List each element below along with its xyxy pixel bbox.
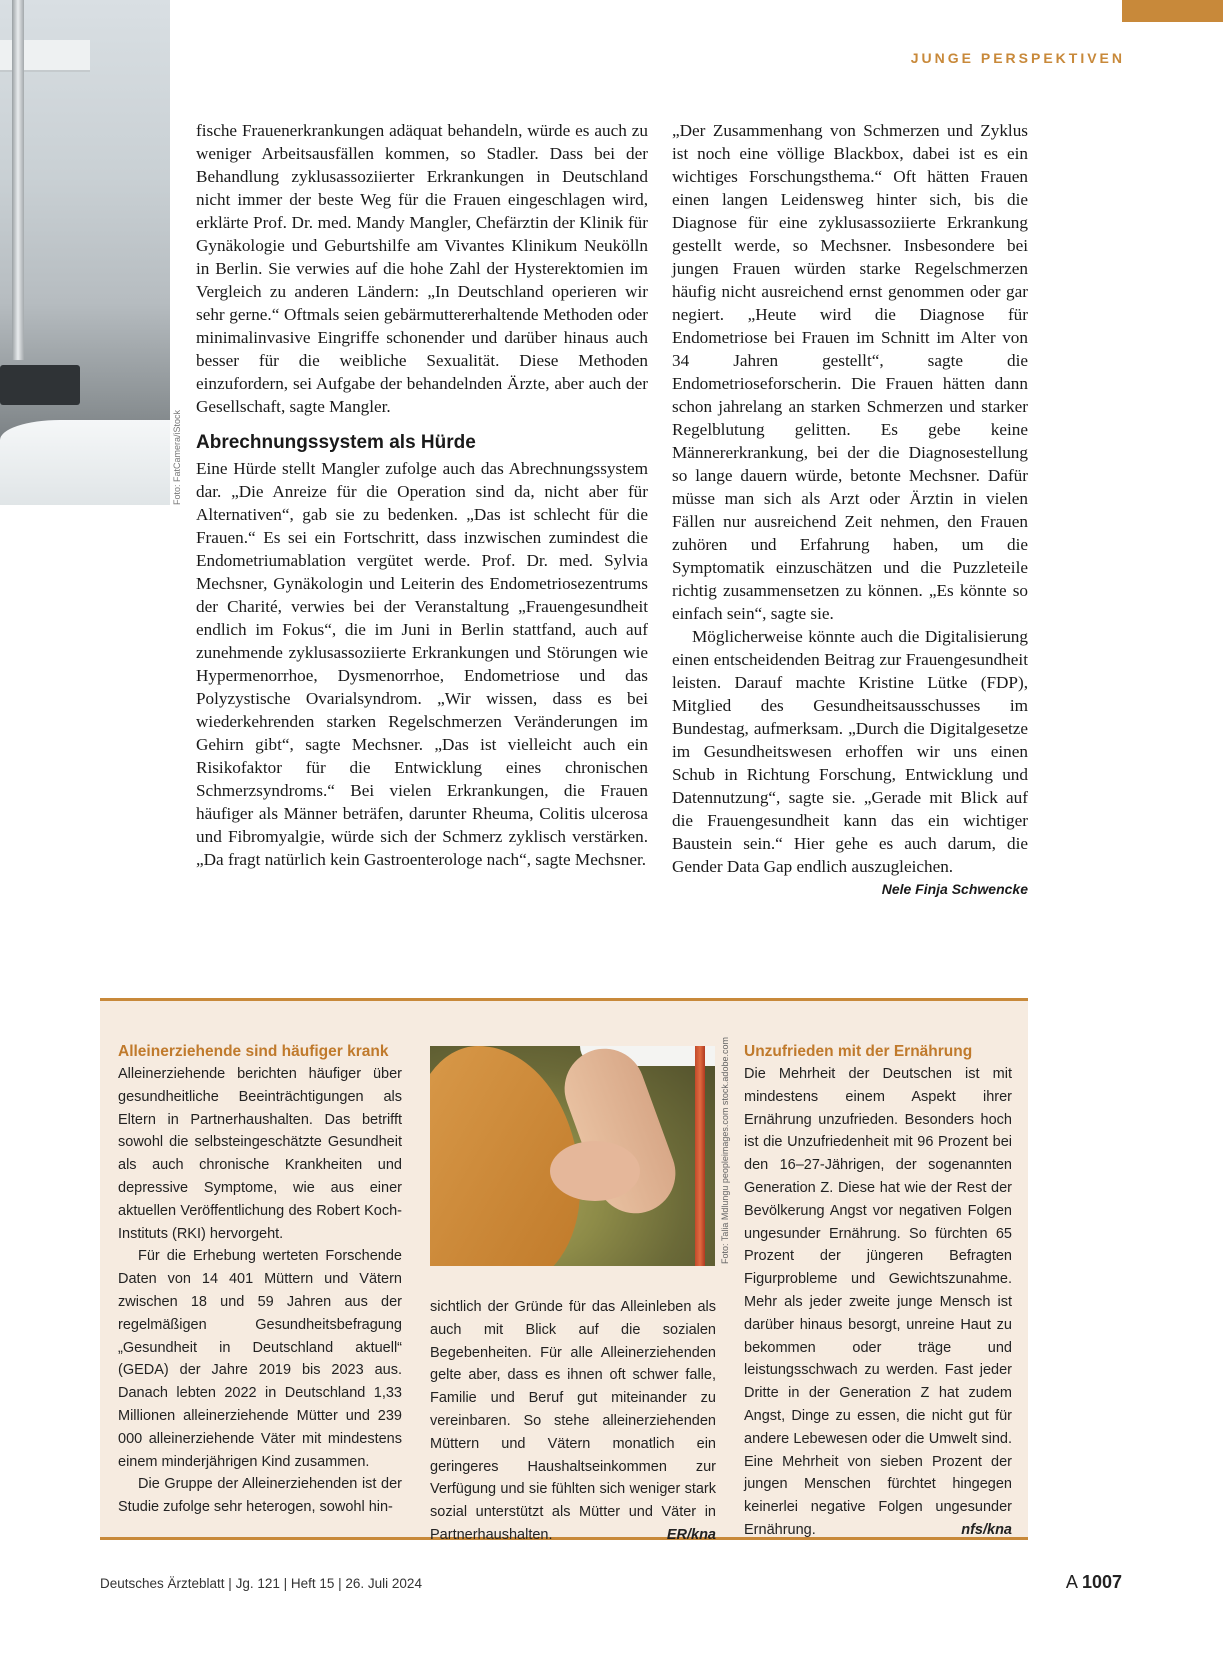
news-paragraph [744, 1063, 1012, 1542]
news-source-tag: nfs/kna [961, 1521, 1012, 1538]
news-paragraph-text: Die Mehrheit der Deutschen ist mit mindestens einem Aspekt ihrer Ernährung unzufrieden. Besonders hoch ist die Unzufriedenheit mit 96 Prozent bei den 16–27-Jährigen, der sogenannten Generation Z. Diese hat wie der Rest der Bevölkerung Angst vor negativen Folgen ungesunder Ernährung. So fürchten 65 Prozent der jüngeren Befragten Figurprobleme und Gewichtszunahme. Mehr als jeder zweite junge Mensch ist darüber hinaus besorgt, unreine Haut zu bekommen oder träge und leistungsschwach zu werden. Fast jeder Dritte in der Generation Z hat zudem Angst, Dinge zu essen, die nicht gut für andere Lebewesen oder die Umwelt sind. Eine Mehrheit von sieben Prozent der jungen Menschen fürchtet hingegen keinerlei negative Folgen ungesunder Ernährung. [744, 1066, 1012, 1538]
news-item-title: Alleinerziehende sind häufiger krank [118, 1043, 389, 1060]
news-item-nutrition [744, 1041, 1012, 1542]
article-column-left [196, 119, 648, 871]
section-heading: JUNGE PERSPEKTIVEN [910, 50, 1125, 66]
page-prefix: A [1065, 1572, 1077, 1592]
article-paragraph: fische Frauenerkrankungen adäquat behandeln, würde es auch zu weniger Arbeitsausfällen kommen, so Stadler. Dass bei der Behandlung zyklusassoziierter Erkrankungen in Deutschland nicht immer der beste Weg für die Frauen eingeschlagen wird, erklärte Prof. Dr. med. Mandy Mangler, Chefärztin der Klinik für Gynäkologie und Geburtshilfe am Vivantes Klinikum Neukölln in Berlin. Sie verwies auf die hohe Zahl der Hysterektomien im Vergleich zu anderen Ländern: „In Deutschland operieren wir sehr gerne.“ Oftmals seien gebärmuttererhaltende Methoden oder minimalinvasive Eingriffe schonender und darüber hinaus auch besser für die weibliche Sexualität. Diese Methoden einzufordern, sei Aufgabe der behandelnden Ärzte, aber auch der Gesellschaft, sagte Mangler. [196, 121, 648, 416]
news-paragraph: Die Gruppe der Alleinerziehenden ist der Studie zufolge sehr heterogen, sowohl hin- [118, 1476, 402, 1516]
news-paragraph-text: sichtlich der Gründe für das Alleinleben als auch mit Blick auf die sozialen Begebenheiten. Für alle Alleinerziehenden gelte aber, dass es ihnen oft schwer falle, Familie und Beruf gut miteinander zu vereinbaren. So stehe alleinerziehenden Müttern und Vätern monatlich ein geringeres Haushaltseinkommen zur Verfügung und sie fühlten sich weniger stark sozial unterstützt als Mütter und Väter in Partnerhaushalten. [430, 1299, 716, 1543]
article-paragraph [672, 625, 1028, 897]
news-source-tag: ER/kna [666, 1526, 716, 1543]
photo-holding-hands [430, 1046, 715, 1266]
article-paragraph: Eine Hürde stellt Mangler zufolge auch das Abrechnungssystem dar. „Die Anreize für die Operation sind da, nicht aber für Alternativen“, gab sie zu bedenken. „Das ist schlecht für die Frauen.“ Es sei ein Fortschritt, dass inzwischen zumindest die Endometriumablation vergütet werde. Prof. Dr. med. Sylvia Mechsner, Gynäkologin und Leiterin des Endometriosezentrums der Charité, verwies bei der Veranstaltung „Frauengesundheit endlich im Fokus“, die im Juni in Berlin stattfand, auch auf zunehmende zyklusassoziierte Erkrankungen und Störungen wie Hypermenorrhoe, Dysmenorrhoe, Endometriose und das Polyzystische Ovarialsyndrom. „Wir wissen, dass es bei wiederkehrenden starken Regelschmerzen Veränderungen im Gehirn gibt“, sagte Mechsner. „Das ist vielleicht auch ein Risikofaktor für die Entwicklung eines chronischen Schmerzsyndroms.“ Bei vielen Erkrankungen, die Frauen häufiger als Männer beträfen, darunter Rheuma, Colitis ulcerosa und Fibromyalgie, würde sich der Schmerz zyklisch verstärken. „Da fragt natürlich kein Gastroenterologe nach“, sagte Mechsner. [196, 459, 648, 869]
article-subheading: Abrechnungssystem als Hürde [196, 432, 476, 453]
journal-citation: Deutsches Ärzteblatt | Jg. 121 | Heft 15 | 26. Juli 2024 [100, 1576, 422, 1591]
news-item-single-parents-continued [430, 1296, 716, 1547]
photo-credit: Foto: FatCamera/iStock [172, 409, 182, 505]
article-author: Nele Finja Schwencke [881, 881, 1028, 897]
page-number [1000, 1572, 1122, 1593]
news-box [100, 998, 1028, 1543]
news-paragraph: Für die Erhebung werteten Forschende Daten von 14 401 Müttern und Vätern zwischen 18 und 59 Jahren aus der regelmäßigen Gesundheitsbefragung „Gesundheit in Deutschland aktuell“ (GEDA) der Jahre 2019 bis 2023 aus. Danach lebten 2022 in Deutschland 1,33 Millionen alleinerziehende Mütter und 239 000 alleinerziehende Väter mit mindestens einem minderjährigen Kind zusammen. [118, 1248, 402, 1470]
article-paragraph-text: Möglicherweise könnte auch die Digitalisierung einen entscheidenden Beitrag zur Frauengesundheit leisten. Darauf machte Kristine Lütke (FDP), Mitglied des Gesundheitsausschusses im Bundestag, aufmerksam. „Durch die Digitalgesetze im Gesundheitswesen erhoffen wir uns einen Schub in Richtung Forschung, Entwicklung und Datennutzung“, sagte sie. „Gerade mit Blick auf die Frauengesundheit kann das ein wichtiger Baustein sein.“ Hier gehe es auch darum, die Gender Data Gap endlich auszugleichen. [672, 627, 1028, 876]
photo-credit: Foto: Talia Mdlungu peopleimages.com stock.adobe.com [720, 1037, 730, 1264]
page-number-value: 1007 [1081, 1572, 1122, 1592]
news-paragraph: Alleinerziehende berichten häufiger über gesundheitliche Beeinträchtigungen als Eltern in Partnerhaushalten. Das betrifft sowohl die selbsteingeschätzte Gesundheit als auch chronische Krankheiten und depressive Symptome, wie aus einer aktuellen Veröffentlichung des Robert Koch-Instituts (RKI) hervorgeht. [118, 1066, 402, 1242]
news-item-title: Unzufrieden mit der Ernährung [744, 1043, 973, 1060]
news-paragraph [430, 1296, 716, 1547]
section-color-bar [1122, 0, 1223, 22]
article-column-right [672, 119, 1028, 901]
photo-weighing-scale [0, 0, 170, 505]
news-item-single-parents [118, 1041, 402, 1519]
article-paragraph: „Der Zusammenhang von Schmerzen und Zyklus ist noch eine völlige Blackbox, dabei ist es ein wichtiges Forschungsthema.“ Oft hätten Frauen einen langen Leidensweg hinter sich, bis die Diagnose für eine zyklusassoziierte Erkrankung gestellt werde, so Mechsner. Insbesondere bei jungen Frauen würden starke Regelschmerzen häufig nicht ausreichend ernst genommen oder gar negiert. „Heute wird die Diagnose für Endometriose bei Frauen im Schnitt im Alter von 34 Jahren gestellt“, sagte die Endometrioseforscherin. Die Frauen hätten dann schon jahrelang an starken Schmerzen und starker Regelblutung gelitten. Es gebe keine Männererkrankung, bei der die Diagnosestellung so lange dauern würde, betonte Mechsner. Dafür müsse man sich als Arzt oder Ärztin in vielen Fällen nur ausreichend Zeit nehmen, den Frauen zuhören und Erfahrung haben, um die Symptomatik einzuschätzen und die Puzzleteile richtig zusammensetzen zu können. „Es könnte so einfach sein“, sagte sie. [672, 121, 1028, 623]
